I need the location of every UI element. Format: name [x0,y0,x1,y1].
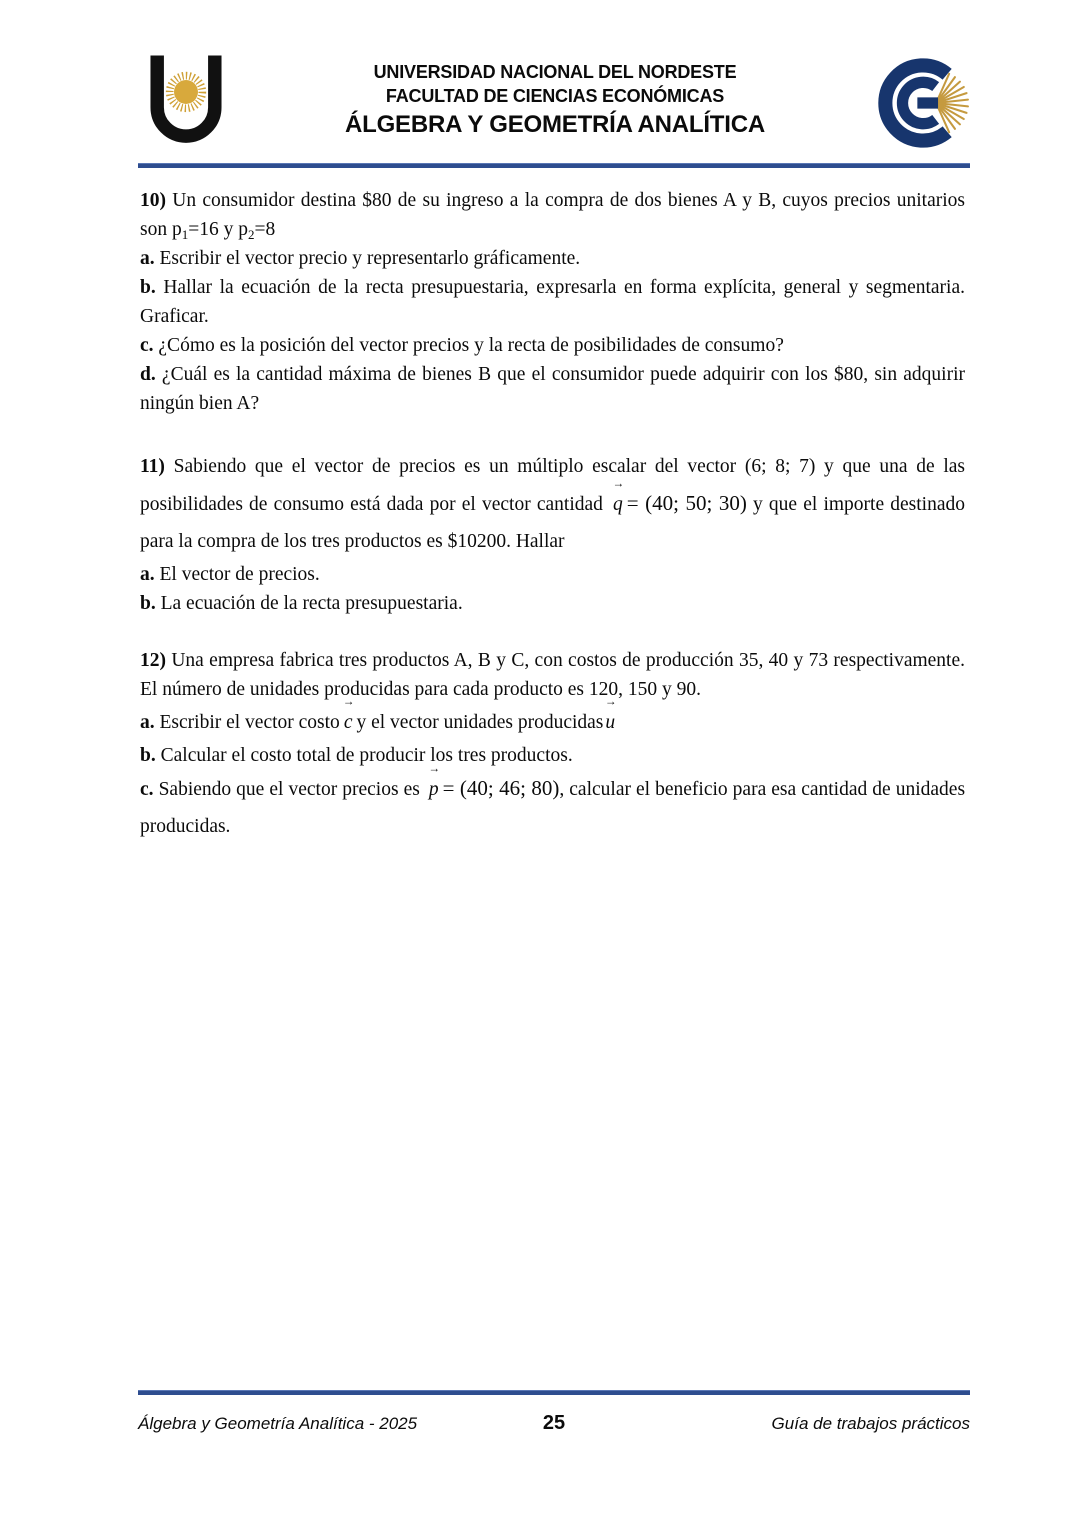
item-label: a. [140,564,155,585]
university-name: UNIVERSIDAD NACIONAL DEL NORDESTE [373,62,737,82]
exercise-10-number: 10) [140,190,166,211]
vector-q-symbol: → q [612,486,624,523]
item-label: a. [140,248,155,269]
exercise-10-item-a [140,244,965,273]
header-titles [234,52,876,140]
exercise-10-intro-text-2: =16 y p [188,219,248,240]
exercise-12-item-a [140,704,965,741]
exercise-10-intro-text-3: =8 [254,219,276,240]
exercise-12-item-b [140,741,965,770]
item-label: b. [140,593,156,614]
item-label: d. [140,364,156,385]
item-text-2: , calcular el beneficio para esa cantidad de unidades producidas. [140,779,966,837]
footer-divider [138,1390,970,1395]
ciencias-economicas-logo-icon [876,54,970,152]
page-number: 25 [542,1412,566,1434]
item-label: c. [140,779,154,800]
vector-u-symbol: → u [604,704,616,741]
footer-course-title: Álgebra y Geometría Analítica - 2025 [138,1414,418,1433]
footer-row [138,1412,970,1435]
course-title: ÁLGEBRA Y GEOMETRÍA ANALÍTICA [345,111,765,138]
vector-p-formula [425,776,560,800]
exercise-12-number: 12) [140,650,166,671]
item-text: Sabiendo que el vector precios es [158,779,420,800]
exercise-11-number: 11) [140,456,165,477]
exercise-11-item-a [140,560,965,589]
item-text: Escribir el vector costo [159,712,340,733]
vector-p-symbol: → p [428,771,440,808]
exercise-10-intro [140,186,965,244]
item-text: Escribir el vector precio y representarlo gráficamente. [159,248,581,269]
price-1-subscript: 1 [181,227,189,242]
item-label: c. [140,335,154,356]
price-2-subscript: 2 [247,227,255,242]
exercise-12-intro-text: Una empresa fabrica tres productos A, B y C, con costos de producción 35, 40 y 73 respectivamente. El número de unidades producidas para cada producto es 120, 150 y 90. [140,650,965,700]
page-footer [138,1390,970,1435]
item-text: Calcular el costo total de producir los tres productos. [160,745,573,766]
exercise-10-item-b [140,273,965,331]
page-header [138,52,970,154]
exercise-12-intro [140,646,965,704]
faculty-name: FACULTAD DE CIENCIAS ECONÓMICAS [385,86,725,106]
item-label: b. [140,277,156,298]
item-text: La ecuación de la recta presupuestaria. [160,593,463,614]
item-text: ¿Cómo es la posición del vector precios y la recta de posibilidades de consumo? [158,335,784,356]
exercise-10 [140,186,965,418]
item-text-2: y el vector unidades producidas [356,712,604,733]
exercise-11-item-b [140,589,965,618]
document-body [140,186,965,845]
exercise-10-item-d [140,360,965,418]
exercise-11-intro-text-2: y que el importe destinado para la compra de los tres productos es $10200. Hallar [140,494,965,552]
item-label: a. [140,712,155,733]
item-text: ¿Cuál es la cantidad máxima de bienes B que el consumidor puede adquirir con los $80, sin adquirir ningún bien A? [140,364,965,414]
exercise-11 [140,448,965,618]
exercise-10-intro-text: Un consumidor destina $80 de su ingreso a la compra de dos bienes A y B, cuyos precios unitarios son p [140,190,965,240]
unne-u-sun-logo-icon [138,52,234,154]
item-label: b. [140,745,156,766]
item-text: Hallar la ecuación de la recta presupuestaria, expresarla en forma explícita, general y segmentaria. Graficar. [140,277,965,327]
footer-doc-title: Guía de trabajos prácticos [771,1414,970,1433]
exercise-10-item-c [140,331,965,360]
vector-q-formula [609,491,747,515]
item-text: El vector de precios. [159,564,320,585]
exercise-11-intro-text: Sabiendo que el vector de precios es un múltiplo escalar del vector (6; 8; 7) y que una de las posibilidades de consumo está dada por el vector cantidad [140,456,966,515]
exercise-12 [140,646,965,845]
header-divider [138,163,970,168]
vector-p-value: = (40; 46; 80) [442,776,560,800]
vector-c-symbol: → c [343,704,354,741]
vector-q-value: = (40; 50; 30) [626,491,747,515]
exercise-12-item-c [140,770,965,845]
exercise-11-intro [140,448,965,560]
